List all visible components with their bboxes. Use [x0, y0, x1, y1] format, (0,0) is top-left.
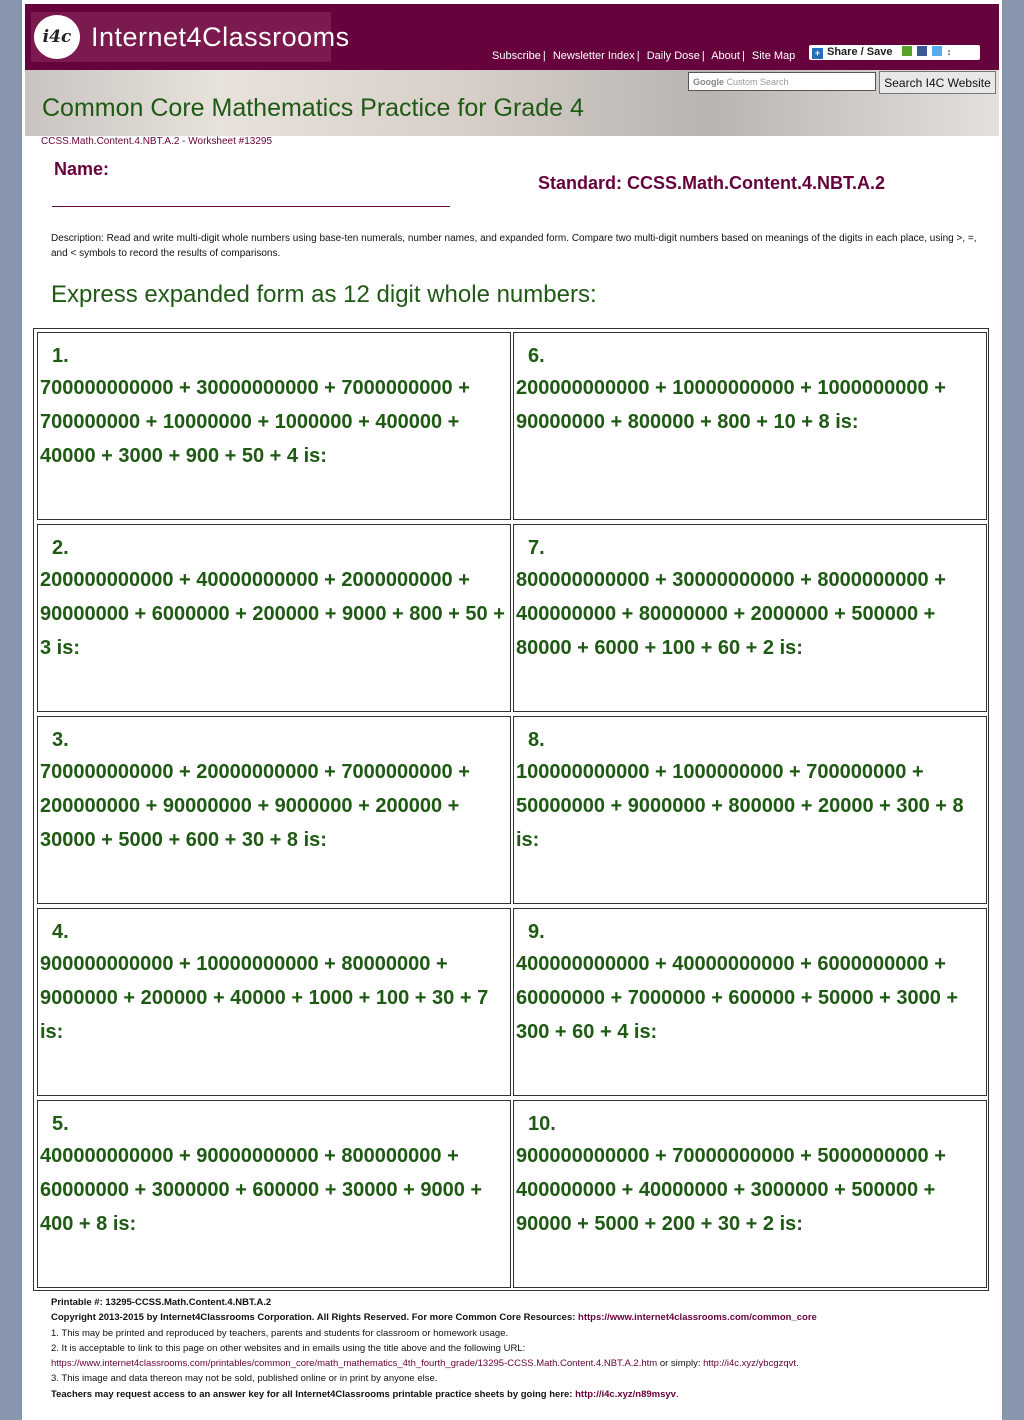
question-cell: [513, 524, 987, 712]
footer-answer-key-line: Teachers may request access to an answer key for all Internet4Classrooms printable practice sheets by going here: http://i4c.xyz/n89msyv.: [51, 1388, 679, 1400]
footer-common-core-link[interactable]: https://www.internet4classrooms.com/common_core: [578, 1312, 817, 1324]
share-label: Share / Save: [827, 46, 893, 58]
nav-daily-dose[interactable]: Daily Dose: [646, 50, 700, 62]
question-grid: [33, 328, 989, 1291]
question-cell: [37, 524, 511, 712]
question-number: 2.: [52, 537, 69, 559]
question-number: 7.: [528, 537, 545, 559]
share-green-icon: [902, 46, 912, 56]
name-line: [52, 206, 450, 207]
site-logo[interactable]: [31, 12, 350, 62]
question-text: 900000000000 + 70000000000 + 5000000000 + 400000000 + 40000000 + 3000000 + 500000 + 90000 + 5000 + 200 + 30 + 2 is:: [516, 1145, 946, 1235]
question-cell: [513, 908, 987, 1096]
twitter-icon: [932, 46, 942, 56]
question-text: 800000000000 + 30000000000 + 8000000000 + 400000000 + 80000000 + 2000000 + 500000 + 80000 + 6000 + 100 + 60 + 2 is:: [516, 569, 946, 659]
nav-subscribe[interactable]: Subscribe: [492, 50, 541, 62]
question-cell: [37, 1100, 511, 1288]
worksheet-id: CCSS.Math.Content.4.NBT.A.2 - Worksheet #13295: [41, 136, 273, 147]
question-number: 5.: [52, 1113, 69, 1135]
footer-long-url[interactable]: https://www.internet4classrooms.com/printables/common_core/math_mathematics_4th_fourth_grade/13295-CCSS.Math.Content.4.NBT.A.2.htm: [51, 1358, 658, 1370]
footer-answer-key-link[interactable]: http://i4c.xyz/n89msyv: [575, 1388, 676, 1400]
question-cell: [513, 716, 987, 904]
search-button[interactable]: Search I4C Website: [879, 71, 996, 94]
header-bar: [25, 4, 999, 70]
question-text: 200000000000 + 40000000000 + 2000000000 + 90000000 + 6000000 + 200000 + 9000 + 800 + 50 + 3 is:: [40, 569, 505, 659]
page-title: Common Core Mathematics Practice for Grade 4: [42, 94, 584, 122]
question-text: 400000000000 + 90000000000 + 800000000 + 60000000 + 3000000 + 600000 + 30000 + 9000 + 400 + 8 is:: [40, 1145, 483, 1235]
search-placeholder: Custom Search: [726, 77, 789, 87]
question-cell: [513, 1100, 987, 1288]
share-save-button[interactable]: [809, 45, 980, 60]
question-text: 200000000000 + 10000000000 + 1000000000 + 90000000 + 800000 + 800 + 10 + 8 is:: [516, 377, 946, 433]
logo-badge-icon: i4c: [34, 15, 80, 59]
footer-line-2: 2. It is acceptable to link to this page on other websites and in emails using the title above and the following URL:: [51, 1342, 526, 1354]
nav-about[interactable]: About: [711, 50, 740, 62]
footer-printable: Printable #: 13295-CCSS.Math.Content.4.NBT.A.2: [51, 1297, 272, 1308]
footer-copyright: Copyright 2013-2015 by Internet4Classrooms Corporation. All Rights Reserved. For more Common Core Resources:: [51, 1312, 576, 1324]
question-number: 8.: [528, 729, 545, 751]
question-number: 1.: [52, 345, 69, 367]
question-cell: [513, 332, 987, 520]
question-cell: [37, 716, 511, 904]
question-text: 700000000000 + 20000000000 + 7000000000 + 200000000 + 90000000 + 9000000 + 200000 + 30000 + 5000 + 600 + 30 + 8 is:: [40, 761, 470, 851]
description: Description: Read and write multi-digit whole numbers using base-ten numerals, number names, and expanded form. Compare two multi-digit numbers based on meanings of the digits in each place, using >, =, and < symbols to record the results of comparisons.: [51, 233, 977, 259]
chevron-updown-icon: ↕: [946, 47, 952, 57]
name-label: Name:: [54, 159, 110, 179]
question-text: 900000000000 + 10000000000 + 80000000 + 9000000 + 200000 + 40000 + 1000 + 100 + 30 + 7 is:: [40, 953, 489, 1043]
search-input[interactable]: [688, 72, 876, 91]
question-text: 700000000000 + 30000000000 + 7000000000 + 700000000 + 10000000 + 1000000 + 400000 + 40000 + 3000 + 900 + 50 + 4 is:: [40, 377, 470, 467]
footer-line-3: 3. This image and data thereon may not be sold, published online or in print by anyone else.: [51, 1373, 438, 1385]
footer-short-url[interactable]: http://i4c.xyz/ybcgzqvt: [703, 1358, 797, 1370]
footer-or-simply: or simply:: [657, 1358, 704, 1370]
question-number: 9.: [528, 921, 545, 943]
question-number: 4.: [52, 921, 69, 943]
standard-label: Standard: CCSS.Math.Content.4.NBT.A.2: [538, 173, 886, 193]
question-cell: [37, 908, 511, 1096]
page: [22, 0, 1002, 1420]
top-nav: Subscribe | Newsletter Index | Daily Dose | About | Site Map: [492, 50, 796, 62]
question-number: 3.: [52, 729, 69, 751]
question-number: 10.: [528, 1113, 556, 1135]
instruction: Express expanded form as 12 digit whole numbers:: [51, 281, 597, 308]
share-plus-icon: +: [812, 48, 823, 59]
footer-answer-key: Teachers may request access to an answer key for all Internet4Classrooms printable practice sheets by going here:: [51, 1388, 573, 1400]
footer-url-line: https://www.internet4classrooms.com/printables/common_core/math_mathematics_4th_fourth_grade/13295-CCSS.Math.Content.4.NBT.A.2.htm or simply: http://i4c.xyz/ybcgzqvt.: [51, 1358, 799, 1370]
question-text: 400000000000 + 40000000000 + 6000000000 + 60000000 + 7000000 + 600000 + 50000 + 3000 + 300 + 60 + 4 is:: [516, 953, 959, 1043]
question-cell: [37, 332, 511, 520]
footer-line-1: 1. This may be printed and reproduced by teachers, parents and students for classroom or homework usage.: [51, 1327, 509, 1339]
facebook-icon: [917, 46, 927, 56]
google-logo: Google: [693, 77, 724, 87]
nav-newsletter-index[interactable]: Newsletter Index: [552, 50, 635, 62]
footer-copyright-line: [51, 1310, 991, 1325]
footer: [51, 1295, 991, 1402]
logo-text: Internet4Classrooms: [91, 22, 350, 52]
question-number: 6.: [528, 345, 545, 367]
question-text: 100000000000 + 1000000000 + 700000000 + 50000000 + 9000000 + 800000 + 20000 + 300 + 8 is:: [516, 761, 964, 851]
nav-site-map[interactable]: Site Map: [751, 50, 796, 62]
